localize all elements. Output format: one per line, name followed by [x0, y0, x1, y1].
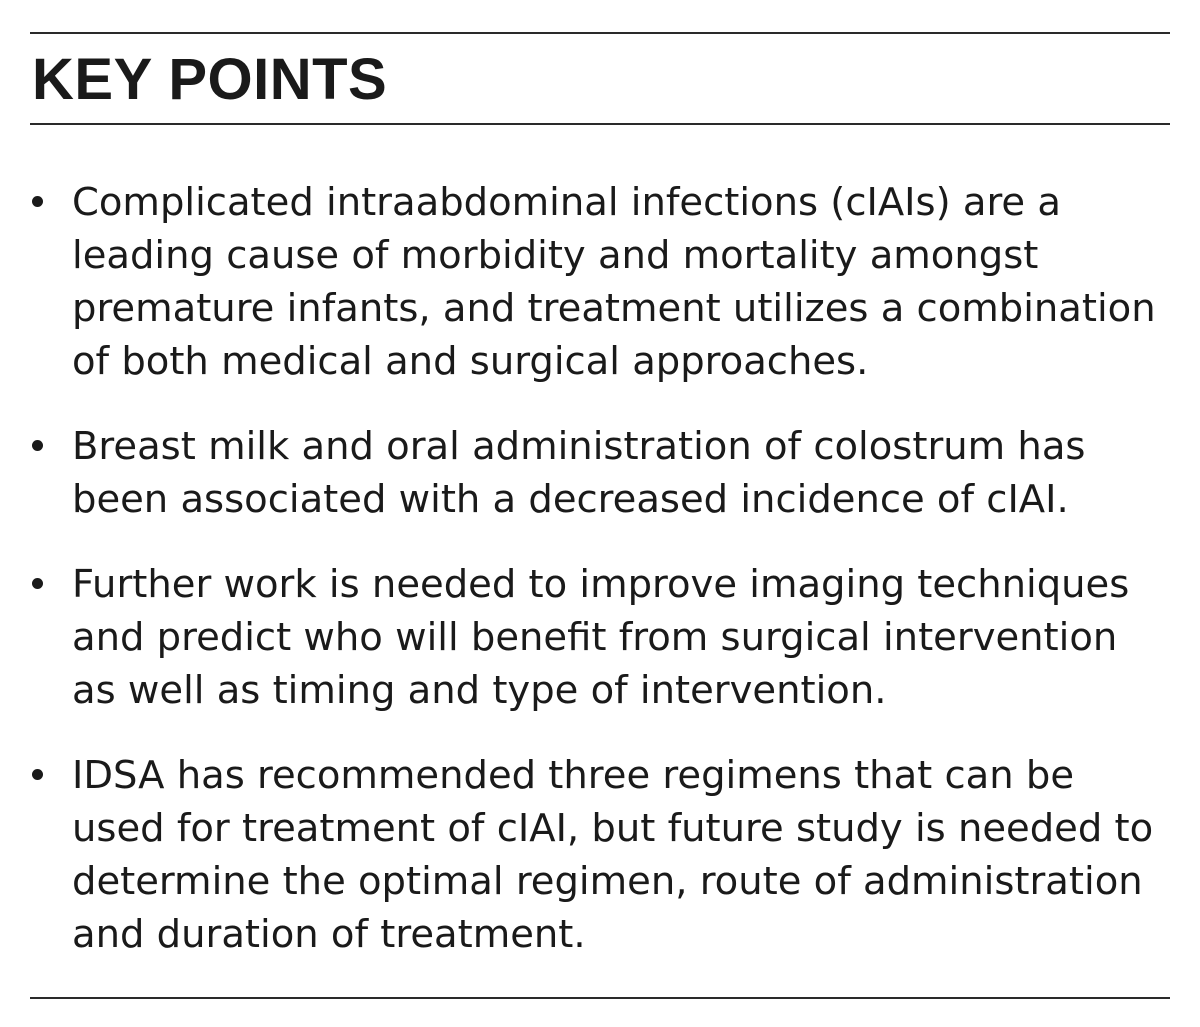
key-point-line: of both medical and surgical approaches.	[72, 339, 869, 384]
key-point-line: leading cause of morbidity and mortality amongst	[72, 233, 1039, 278]
key-point-line: Further work is needed to improve imaging techniques	[72, 562, 1130, 607]
key-point-line: and duration of treatment.	[72, 912, 586, 957]
key-points-list	[30, 176, 1170, 993]
heading-rule	[30, 123, 1170, 125]
key-point-line: premature infants, and treatment utilizes a combination	[72, 286, 1156, 331]
key-point-line: IDSA has recommended three regimens that can be	[72, 753, 1075, 798]
key-point-line: used for treatment of cIAI, but future study is needed to	[72, 806, 1154, 851]
key-point-line: and predict who will benefit from surgical intervention	[72, 615, 1118, 660]
key-points-heading: KEY POINTS	[32, 47, 388, 112]
top-rule	[30, 32, 1170, 34]
key-point-line: determine the optimal regimen, route of administration	[72, 859, 1143, 904]
key-point-line: been associated with a decreased incidence of cIAI.	[72, 477, 1069, 522]
key-point-line: Breast milk and oral administration of colostrum has	[72, 424, 1086, 469]
key-point-line: as well as timing and type of intervention.	[72, 668, 887, 713]
key-point-line: Complicated intraabdominal infections (cIAIs) are a	[72, 180, 1061, 225]
bullet-icon	[32, 769, 43, 780]
key-point-item	[30, 420, 1170, 526]
bottom-rule	[30, 997, 1170, 999]
key-point-item	[30, 749, 1170, 961]
bullet-icon	[32, 440, 43, 451]
bullet-icon	[32, 196, 43, 207]
key-point-item	[30, 558, 1170, 717]
key-point-item	[30, 176, 1170, 388]
bullet-icon	[32, 578, 43, 589]
